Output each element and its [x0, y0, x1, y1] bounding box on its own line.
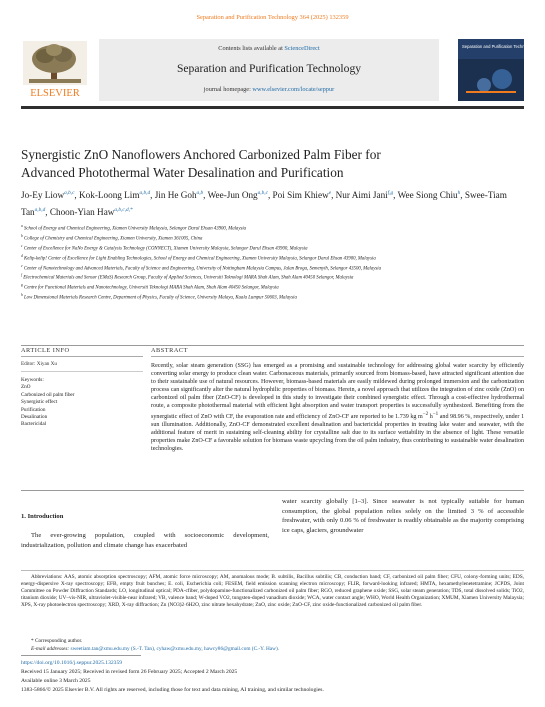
author-name[interactable]: Jo-Ey Liow [21, 190, 65, 201]
affiliation-item: $^h$ Low Dimensional Materials Research Centre, Department of Physics, Faculty of Science, University Malaya, Kuala Lumpur 50603, Malaysia [21, 293, 297, 301]
article-info-rule [21, 356, 143, 357]
journal-masthead [21, 39, 535, 101]
homepage-link[interactable]: www.elsevier.com/locate/seppur [252, 86, 335, 93]
available-online: Available online 3 March 2025 [21, 678, 91, 684]
abstract-text: Recently, solar steam generation (SSG) has emerged as a promising and sustainable technology for addressing global water scarcity by efficiently converting solar energy to produce clean water. Carbonaceous materials, primarily sourced from biomass-based, have attracted significant attention due to their sustainable use of natural resources. However, biomass-based materials are easily mildewed during prolonged immersion and the carbonization process can significantly alter the natural hydrophilic properties of biomass. Herein, a novel approach that utilizes the integration of zinc oxide (ZnO) on carbonized oil palm fiber (ZnO-CF) is developed in this study to investigate their combined synergistic effect. Through a cost-effective hydrothermal route, a composite photothermal material with efficient light absorption and water transport properties is successfully synthesized. Benefiting from the synergistic effect of ZnO with CF, the evaporation rate and efficiency of ZnO-CF are reported to be 1.739 kg $m^{-2}$ $h^{-1}$ and 98.96 %, respectively, under 1 sun illumination. Additionally, ZnO-CF demonstrated excellent desalination and bactericidal properties in treating lake water and seawater, with the additional feature of merit in sustaining self-cleaning ability for crystalline salt due to its surface wettability in the absence of light. These versatile properties make ZnO-CF a favorable solution for biomass waste upcycling from the oil palm industry, thus contributing to sustainable water desalination technologies. [151, 363, 524, 453]
corresponding-author-note: * Corresponding author. [31, 638, 83, 644]
author-affiliation-marker: e [328, 190, 332, 196]
editor-line: Editor: Xiyan Xu [21, 361, 58, 367]
abstract-rule [151, 356, 524, 357]
svg-text:ELSEVIER: ELSEVIER [30, 88, 80, 99]
contents-line: Contents lists available at ScienceDirect [218, 45, 320, 52]
journal-citation: Separation and Purification Technology 364 (2025) 132359 [196, 14, 349, 21]
email-links[interactable]: swеetiam.tan@xmu.edu.my (S.-T. Tan), cyhaw@xmu.edu.my, hawcy86@gmail.com (C.-Y. Haw). [70, 646, 280, 652]
author-name[interactable]: Poi Sim Khiew [272, 190, 329, 201]
keywords-rule [21, 371, 143, 372]
abbreviations: Abbreviations: AAS, atomic absorption spectroscopy; AFM, atomic force microscopy; AM, anomalous mode; B. subtilis, Bacillus subtilis; CB, conduction band; CF, carbonized oil palm fiber; CFU, colony-forming units; EDS, energy-dispersive X-ray spectroscopy; EFB, empty fruit bunches; E. coli, Escherichia coli; FESEM, field emission scanning electron microscopy; FLIR, forward-looking infrared; HMTA, hexamethylenetetramine; JCPDS, Joint Committee on Powder Diffraction Standards; LO, longitudinal optical; PDA-cfiber, polydopamine-functionalized carbonized oil palm fiber; RGO, reduced graphene oxide; SSG, solar steam generation; TDS, total dissolved solids; TiO2, titanium dioxide; UV–vis-NIR, ultraviolet-visible-near infrared; VB, valence band; W-doped VO2, tungsten-doped vanadium dioxide; WCA, water contact angle; WHO, World Health Organization; XMUM, Xiamen University Malaysia; XPS, X-ray photoelectron spectroscopy; XRD, X-ray diffraction; Zn (NO3)2·6H2O, zinc nitrate hexahydrate; ZnO, zinc oxide; ZnO-CF, zinc oxide-functionalized carbonized oil palm fiber. [21, 574, 524, 608]
intro-right-column: water scarcity globally [1–3]. Since seawater is not typically suitable for human consumption, the global population relies solely on the limited 3 % of accessible freshwater, with only 0.06 % of freshwater is readily obtainable as the majority comprising ice caps, glaciers, groundwater [282, 498, 524, 534]
affiliations [21, 223, 521, 302]
elsevier-logo [21, 39, 89, 101]
affiliation-item: $^d$ Kelip-kelip! Center of Excellence for Light Enabling Technologies, School of Energy and Chemical Engineering, Xiamen University Malaysia, Selangor Darul Ehsan 43900, Malaysia [21, 253, 376, 262]
author-affiliation-marker: a,b,d [139, 190, 151, 196]
keywords-label: Keywords: [21, 377, 44, 383]
keyword: Desalination [21, 414, 48, 421]
keyword: Carbonized oil palm fiber [21, 391, 75, 398]
journal-cover-thumbnail [458, 39, 535, 101]
author-affiliation-marker: a,b,c [64, 190, 75, 196]
author-name[interactable]: Kok-Loong Lim [79, 190, 140, 201]
author-list: Jo-Ey Liow$^{a,b,c}$, Kok-Loong Lim$^{a,b,d}$, Jin He Goh$^{a,b}$, Wee-Jun Ong$^{a,b,c}$, Poi Sim Khiew$^e$, Nur Aimi Jani$^{f,g}$, Wee Siong Chiu$^h$, Swee-Tiam Tan$^{a,b,d}$, Choon-Yian Haw$^{a,b,c,d,*}$ [21, 190, 507, 218]
author-affiliation-marker: a,b,d [34, 207, 46, 214]
affiliation-item: $^e$ Center of Nanotechnology and Advanced Materials, Faculty of Science and Engineering, University of Nottingham Malaysia Campus, Jalan Broga, Semenyih, Selangor 43500, Malaysia [21, 263, 381, 272]
keyword: Bactericidal [21, 421, 47, 428]
journal-title: Separation and Purification Technology [176, 62, 362, 75]
keyword: Purification [21, 406, 46, 413]
intro-left-column: The ever-growing population, coupled with socioeconomic development, industrialization, pollution and climate change has exacerbated [21, 532, 269, 549]
author-affiliation-marker: a,b,c [257, 190, 268, 196]
affiliation-item: $^c$ Center of Excellence for NaNo Energy & Catalysis Technology (CONNECT), Xiamen University Malaysia, Selangor Darul Ehsan 43900, Malaysia [21, 243, 308, 252]
affiliation-item: $^a$ School of Energy and Chemical Engineering, Xiamen University Malaysia, Selangor Darul Ehsan 43900, Malaysia [21, 224, 247, 232]
section-rule [21, 490, 524, 491]
journal-homepage: journal homepage: www.elsevier.com/locate/seppur [203, 86, 335, 93]
affiliation-item: $^f$ Electrochemical Materials and Sensor (EMaS) Research Group, Faculty of Applied Sciences, Universiti Teknologi MARA Shah Alam, Shah Alam 40450 Selangor, Malaysia [21, 273, 354, 282]
sciencedirect-link[interactable]: ScienceDirect [284, 45, 320, 52]
author-name[interactable]: Wee Siong Chiu [397, 190, 458, 201]
journal-header-box [99, 39, 439, 101]
doi-link[interactable]: https://doi.org/10.1016/j.seppur.2025.132359 [21, 660, 123, 666]
article-info-heading: ARTICLE INFO [21, 347, 70, 354]
copyright: 1383-5866/© 2025 Elsevier B.V. All rights are reserved, including those for text and data mining, AI training, and similar technologies. [21, 687, 324, 693]
abstract-heading: ABSTRACT [151, 347, 188, 354]
intro-heading: 1. Introduction [21, 513, 64, 520]
footer-rule [21, 655, 141, 656]
author-affiliation-marker: h [457, 190, 461, 196]
author-name[interactable]: Jin He Goh [154, 190, 197, 201]
header-rule [21, 106, 524, 109]
author-name[interactable]: Nur Aimi Jani [335, 190, 388, 201]
author-name[interactable]: Swee-Tiam Tan [21, 190, 507, 218]
keywords-block [21, 377, 143, 429]
author-name[interactable]: Choon-Yian Haw [49, 207, 115, 218]
affiliation-item: $^g$ Centre for Functional Materials and Nanotechnology, Universiti Teknologi MARA Shah Alam, Shah Alam 40450 Selangor, Malaysia [21, 283, 279, 291]
section-rule [21, 345, 524, 346]
article-title: Synergistic ZnO Nanoflowers Anchored Carbonized Palm Fiber for Advanced Photothermal Water Desalination and Purification [21, 147, 381, 180]
author-affiliation-marker: a,b [196, 190, 204, 196]
author-affiliation-marker: f,g [387, 190, 394, 196]
email-addresses: E-mail addresses: swеetiam.tan@xmu.edu.my (S.-T. Tan), cyhaw@xmu.edu.my, hawcy86@gmail.com (C.-Y. Haw). [31, 646, 280, 652]
author-name[interactable]: Wee-Jun Ong [207, 190, 258, 201]
received-dates: Received 15 January 2025; Received in revised form 26 February 2025; Accepted 2 March 2025 [21, 669, 238, 675]
footnote-rule [21, 570, 524, 571]
keyword: ZnO [21, 384, 31, 391]
affiliation-item: $^b$ College of Chemistry and Chemical Engineering, Xiamen University, Xiamen 361005, China [21, 233, 203, 242]
elsevier-tree-icon [21, 39, 89, 101]
keyword: Synergistic effect [21, 399, 58, 406]
cover-title: Separation and Purification Technology [462, 44, 535, 49]
author-affiliation-marker: a,b,c,d,* [114, 207, 133, 214]
